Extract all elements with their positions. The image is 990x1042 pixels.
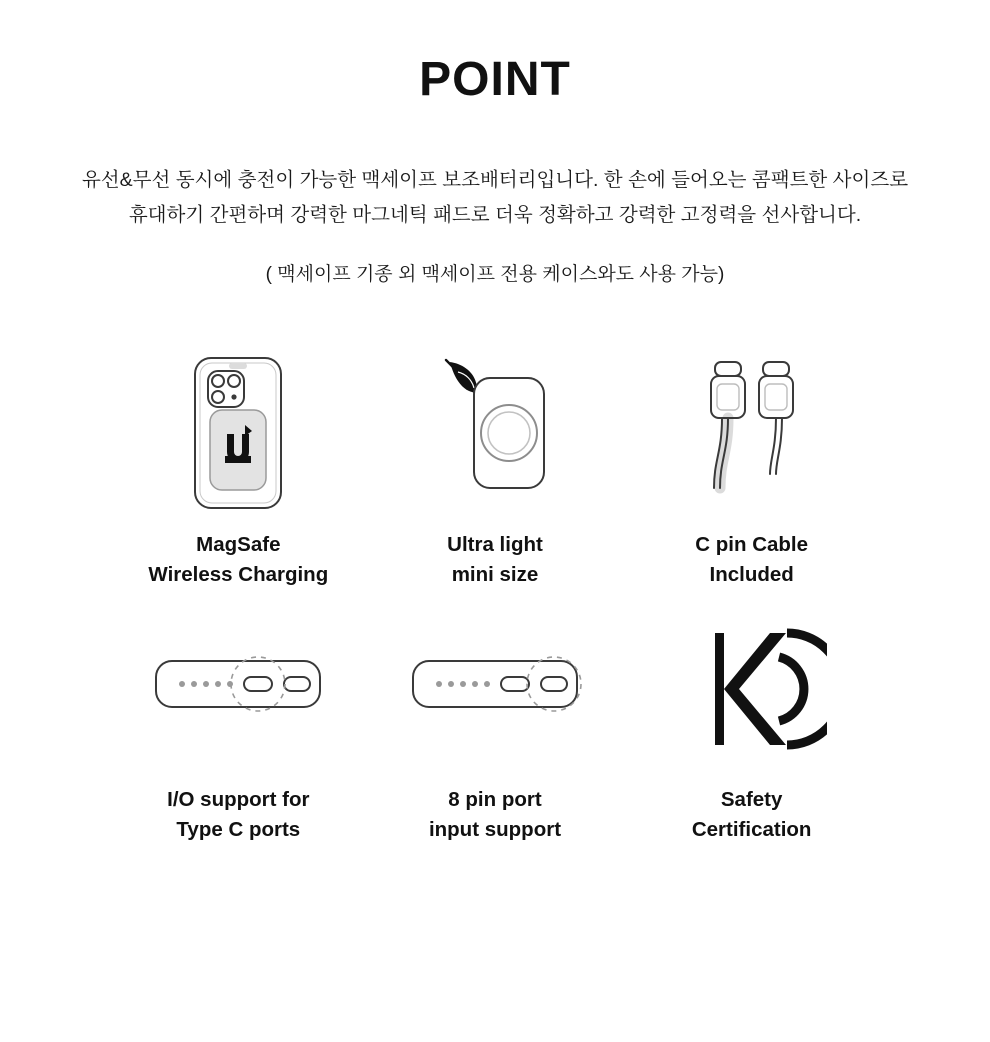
feature-caption [429, 785, 561, 845]
feature-item-ultra-light [367, 348, 624, 613]
kc-certification-icon [677, 613, 827, 763]
eight-pin-port-icon [395, 613, 595, 763]
caption-line-2: Certification [691, 818, 812, 841]
caption-line-1: Safety [720, 788, 783, 811]
feature-item-type-c-io [110, 613, 367, 878]
caption-line-1: Ultra light [447, 533, 543, 556]
caption-line-2: input support [428, 818, 562, 841]
caption-line-1: MagSafe [196, 533, 281, 556]
feature-illustration [395, 613, 595, 763]
caption-line-1: C pin Cable [695, 533, 809, 556]
feature-caption [695, 530, 808, 590]
caption-line-2: Type C ports [176, 818, 301, 841]
usb-c-cable-icon [667, 348, 837, 518]
feature-illustration [677, 613, 827, 763]
feature-item-magsafe [110, 348, 367, 613]
caption-line-2: Wireless Charging [148, 563, 329, 586]
caption-line-1: I/O support for [167, 788, 310, 811]
caption-line-2: Included [709, 563, 794, 586]
feature-illustration [153, 348, 323, 518]
page-title: POINT [419, 53, 571, 106]
description-line-2: 휴대하기 간편하며 강력한 마그네틱 패드로 더욱 정확하고 강력한 고정력을 선사합니다. [128, 204, 862, 226]
feature-caption [692, 785, 812, 845]
caption-line-2: mini size [451, 563, 539, 586]
feather-light-battery-icon [410, 348, 580, 518]
description-text [0, 163, 990, 233]
feature-illustration [410, 348, 580, 518]
caption-line-1: 8 pin port [448, 788, 542, 811]
feature-grid [0, 348, 990, 878]
feature-illustration [667, 348, 837, 518]
phone-with-magsafe-battery-icon [153, 348, 323, 518]
feature-caption [447, 530, 543, 590]
feature-caption [167, 785, 309, 845]
description-note: ( 맥세이프 기종 외 맥세이프 전용 케이스와도 사용 가능) [265, 264, 725, 285]
feature-item-8-pin-port [367, 613, 624, 878]
feature-illustration [138, 613, 338, 763]
type-c-port-io-icon [138, 613, 338, 763]
feature-item-safety-certification [623, 613, 880, 878]
point-feature-page [0, 52, 990, 1042]
feature-item-c-cable [623, 348, 880, 613]
description-line-1: 유선&무선 동시에 충전이 가능한 맥세이프 보조배터리입니다. 한 손에 들어오는 콤팩트한 사이즈로 [81, 169, 909, 191]
feature-caption [148, 530, 328, 590]
